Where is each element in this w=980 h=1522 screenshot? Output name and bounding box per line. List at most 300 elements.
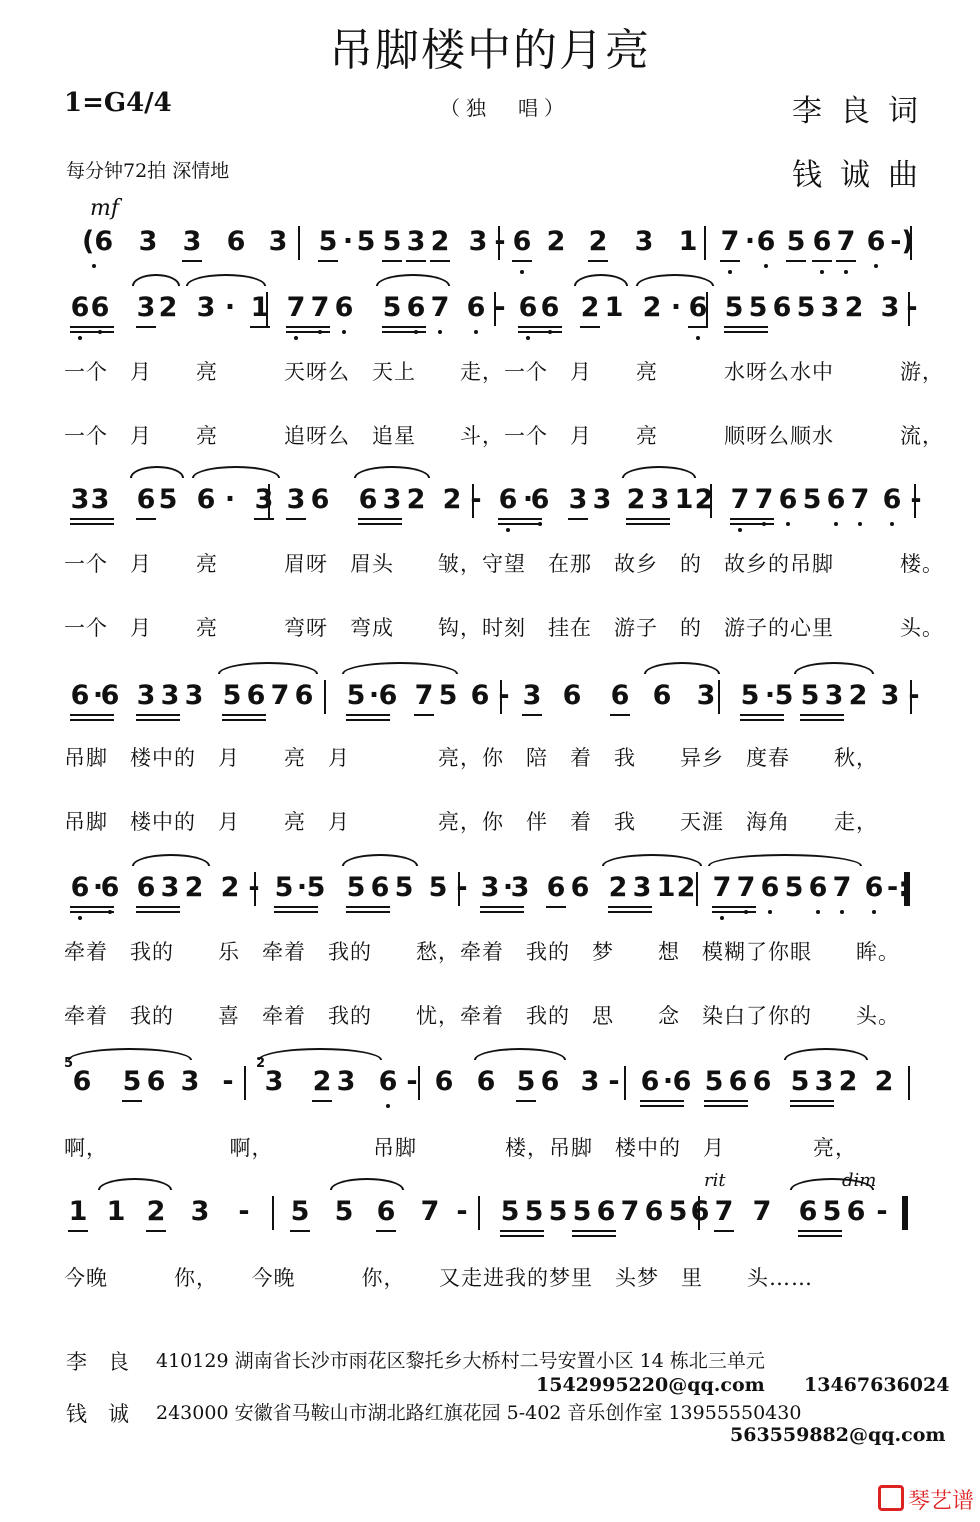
underline [222,719,266,721]
note: 3 [880,680,900,711]
underline [704,1105,748,1107]
octave-dot [414,330,418,334]
octave-dot [840,910,844,914]
note: 2 [580,292,600,323]
barline [418,1066,420,1100]
note: 5 [222,680,242,711]
octave-dot [108,910,112,914]
note: 3 [632,872,652,903]
barline [910,226,912,260]
lyric-line: 牵着 我的 乐 牵着 我的 愁，牵着 我的 梦 想 模糊了你眼 眸。 [64,940,900,964]
note: 2 [184,872,204,903]
underline [798,1235,842,1237]
underline [136,326,156,328]
note: 7 [310,292,330,323]
note: 6 [672,1066,692,1097]
octave-dot [744,910,748,914]
underline [254,518,274,520]
note: 2 [546,226,566,257]
barline [914,484,916,518]
note: 6 [72,1066,92,1097]
barline [298,226,300,260]
score-line-1 [58,222,938,266]
slur-arc [784,1048,868,1060]
note: - [248,872,260,903]
page-title: 吊脚楼中的月亮 [329,25,651,76]
note: 3 [406,226,426,257]
underline [312,1100,332,1102]
lyric-line: 吊脚 楼中的 月 亮 月 亮，你 伴 着 我 天涯 海角 走， [64,810,878,834]
note: 6 [640,1066,660,1097]
note: 6 [498,484,518,515]
octave-dot [696,336,700,340]
note: 6 [310,484,330,515]
underline [286,518,306,520]
note: 5 [822,1196,842,1227]
note: · [670,292,682,323]
slur-arc [644,662,720,674]
note: 6 [406,292,426,323]
underline [498,523,542,525]
underline [346,719,390,721]
barline [706,292,708,326]
underline [70,719,114,721]
slur-arc [474,1048,566,1060]
slur-arc [794,662,874,674]
barline [910,680,912,714]
octave-dot [474,330,478,334]
note: 6 [610,680,630,711]
note: 5 [572,1196,592,1227]
note: · [764,680,776,711]
note: (6 [82,226,114,257]
logo-icon [878,1485,904,1511]
underline [136,719,180,721]
slur-arc [186,274,266,286]
octave-dot [526,336,530,340]
slur-arc [330,1178,404,1190]
octave-dot [872,910,876,914]
underline [414,714,434,716]
underline [812,260,832,262]
barline [908,1066,910,1100]
note: - [494,226,506,257]
underline [588,260,608,262]
note: · [92,680,104,711]
underline [740,719,784,721]
octave-dot [98,330,102,334]
underline [790,1105,834,1107]
note: 7 [714,1196,734,1227]
note: 5 [724,292,744,323]
note: 5 [548,1196,568,1227]
note: · [92,872,104,903]
note: 7 [754,484,774,515]
note: 7 [286,292,306,323]
note: 7 [836,226,856,257]
underline [70,331,114,333]
underline [608,911,652,913]
note: 5 [306,872,326,903]
note: 2 [626,484,646,515]
score-line-3 [58,480,938,524]
underline [516,1100,536,1102]
slur-arc [218,662,318,674]
underline [572,1235,616,1237]
octave-dot [318,330,322,334]
note: 6 [570,872,590,903]
underline [290,1230,310,1232]
note: - [910,484,922,515]
barline [500,680,502,714]
note: 5 [784,872,804,903]
underline [786,260,806,262]
octave-dot [386,1104,390,1108]
note: 7 [730,484,750,515]
lyric-line: 今晚 你， 今晚 你， 又走进我的梦里 头梦 里 头…… [64,1266,813,1290]
underline [274,911,318,913]
octave-dot [786,522,790,526]
note: 2 [642,292,662,323]
rit-marking: rit [704,1170,726,1191]
slur-arc [342,662,458,674]
note: 3 [160,872,180,903]
note: 6 [778,484,798,515]
underline [122,1100,142,1102]
note: 1 [674,484,694,515]
contact-address: 243000 安徽省马鞍山市湖北路红旗花园 5-402 音乐创作室 13955550430 [156,1402,802,1424]
note: 6 [434,1066,454,1097]
performance-mode: （独 唱） [440,96,570,120]
note: · [522,484,534,515]
lyric-line: 一个 月 亮 天呀么 天上 走，一个 月 亮 水呀么水中 游， [64,360,944,384]
final-barline [904,872,910,906]
note: 3 [196,292,216,323]
octave-dot [816,910,820,914]
underline [512,260,532,262]
note: 6 [752,1066,772,1097]
underline [714,1230,734,1232]
barline [624,1066,626,1100]
note: 7 [712,872,732,903]
note: 6 [378,1066,398,1097]
note: 2 [676,872,696,903]
underline [480,911,524,913]
note: 5 [334,1196,354,1227]
note: 7 [720,226,740,257]
octave-dot [858,522,862,526]
note: 5 [438,680,458,711]
note: 6 [866,226,886,257]
contact-name: 李 良 [66,1350,129,1374]
note: - [876,1196,888,1227]
note: 3 [568,484,588,515]
slur-arc [636,274,714,286]
barline [324,680,326,714]
score-line-4 [58,676,938,720]
note: 7 [736,872,756,903]
note: 6 [376,1196,396,1227]
note: - [908,680,920,711]
note: 5 [774,680,794,711]
contact-phone: 13467636024 [804,1374,950,1396]
octave-dot [764,264,768,268]
octave-dot [720,916,724,920]
note: 6 [294,680,314,711]
barline [478,1196,480,1230]
note: 3 [254,484,274,515]
note: 5 [740,680,760,711]
underline [720,260,740,262]
barline [498,226,500,260]
note: - [470,484,482,515]
note: 6 [100,680,120,711]
barline [266,292,268,326]
note: 7 [832,872,852,903]
note: 3 [182,226,202,257]
lyric-line: 吊脚 楼中的 月 亮 月 亮，你 陪 着 我 异乡 度春 秋， [64,746,878,770]
note: · [224,292,236,323]
underline [800,719,844,721]
contact-email: 1542995220@qq.com [536,1374,765,1396]
tempo-marking: 每分钟72拍 深情地 [66,160,230,182]
note: 3 [184,680,204,711]
note: -: [886,872,909,903]
note: - [222,1066,234,1097]
note: 2 [430,226,450,257]
slur-arc [258,1048,382,1060]
note: 6 [546,872,566,903]
note: 2 [146,1196,166,1227]
note: · [502,872,514,903]
note: 5 [524,1196,544,1227]
key-signature: 1=G4/4 [64,88,172,118]
slur-arc [708,854,862,866]
note: 6 [530,484,550,515]
note: 6 [652,680,672,711]
underline [640,1105,684,1107]
note: 5 [274,872,294,903]
note: 2 [844,292,864,323]
note: - [238,1196,250,1227]
underline [518,331,562,333]
underline [286,331,330,333]
note: 5 [122,1066,142,1097]
slur-arc [602,854,702,866]
underline [730,523,774,525]
note: 3 [480,872,500,903]
note: · [342,226,354,257]
octave-dot [548,330,552,334]
lyric-line: 一个 月 亮 弯呀 弯成 钩，时刻 挂在 游子 的 游子的心里 头。 [64,616,944,640]
octave-dot [820,270,824,274]
note: 3 [264,1066,284,1097]
octave-dot [844,270,848,274]
note: 7 [420,1196,440,1227]
note: 7 [430,292,450,323]
final-barline [902,1196,908,1230]
note: 5 [796,292,816,323]
note: · [744,226,756,257]
lyricist-credit: 李良词 [792,94,936,129]
note: 5 [158,484,178,515]
note: · [296,872,308,903]
underline [318,260,338,262]
lyric-line: 一个 月 亮 追呀么 追星 斗，一个 月 亮 顺呀么顺水 流， [64,424,944,448]
note: - [494,292,506,323]
octave-dot [92,264,96,268]
note: 5 [382,226,402,257]
note: 3 [880,292,900,323]
note: 6 [100,872,120,903]
dim-marking: dim [842,1170,877,1191]
barline [272,1196,274,1230]
barline [268,484,270,518]
note: 6 [196,484,216,515]
note: 6 [728,1066,748,1097]
octave-dot [520,270,524,274]
note: 3 [468,226,488,257]
note: 6 [476,1066,496,1097]
note: 6 [466,292,486,323]
note: 5 [786,226,806,257]
underline [68,1230,88,1232]
note: 3 [268,226,288,257]
note: 5 [346,872,366,903]
underline [610,714,630,716]
score-line-7 [58,1192,938,1236]
note: 5 [290,1196,310,1227]
note: 6 [596,1196,616,1227]
contact-name: 钱 诚 [66,1402,129,1426]
note: 1 [656,872,676,903]
note: 3 [580,1066,600,1097]
underline [546,906,566,908]
note: 2 [406,484,426,515]
note: - [456,1196,468,1227]
barline [710,484,712,518]
underline [382,260,402,262]
barline [696,872,698,906]
slur-arc [376,274,450,286]
score-line-5 [58,868,938,912]
note: 6 [756,226,776,257]
note: 3 [382,484,402,515]
barline [704,226,706,260]
note: 5 [356,226,376,257]
note: 5 [382,292,402,323]
note: 3 [70,484,90,515]
note: 7 [270,680,290,711]
note: 6 [136,484,156,515]
octave-dot [890,522,894,526]
barline [908,292,910,326]
note: 3 [522,680,542,711]
note: 2 [158,292,178,323]
note: 6 [812,226,832,257]
note: 2 [874,1066,894,1097]
note: - [608,1066,620,1097]
octave-dot [738,528,742,532]
note: 6 [470,680,490,711]
note: 3 [138,226,158,257]
octave-dot [834,522,838,526]
note: -) [890,226,914,257]
note: 3 [634,226,654,257]
underline [406,260,426,262]
note: 3 [510,872,530,903]
note: 3 [592,484,612,515]
underline [136,911,180,913]
note: 6 [70,680,90,711]
barline [254,872,256,906]
note: 3 [136,292,156,323]
note: 2 [220,872,240,903]
note: 6 [70,292,90,323]
note: 1 [604,292,624,323]
note: 6 [540,1066,560,1097]
slur-arc [342,854,418,866]
note: 7 [620,1196,640,1227]
underline [712,911,756,913]
note: 5 [516,1066,536,1097]
underline [382,331,426,333]
note: · [224,484,236,515]
note: 1 [678,226,698,257]
underline [626,523,670,525]
slur-arc [192,466,280,478]
note: 6 [226,226,246,257]
note: 1 [68,1196,88,1227]
note: 2 [694,484,714,515]
barline [244,1066,246,1100]
note: 5 [800,680,820,711]
slur-arc [132,274,180,286]
note: 6 [70,872,90,903]
note: 5 [704,1066,724,1097]
note: 5 [318,226,338,257]
note: 5 [668,1196,688,1227]
note: 6 [826,484,846,515]
contact-email: 563559882@qq.com [730,1424,946,1446]
octave-dot [768,910,772,914]
note: 6 [798,1196,818,1227]
note: 2 [608,872,628,903]
octave-dot [438,330,442,334]
note: 6 [846,1196,866,1227]
underline [522,714,542,716]
underline [146,1230,166,1232]
note: 6 [760,872,780,903]
note: 5 [790,1066,810,1097]
note: · [368,680,380,711]
note: 2 [588,226,608,257]
note: 6 [688,292,708,323]
note: 1 [250,292,270,323]
contact-address: 410129 湖南省长沙市雨花区黎托乡大桥村二号安置小区 14 栋北三单元 [156,1350,765,1372]
barline [458,872,460,906]
note: 6 [334,292,354,323]
score-line-2 [58,288,938,332]
note: 7 [414,680,434,711]
underline [568,518,588,520]
note: 6 [518,292,538,323]
underline [70,523,114,525]
note: 6 [90,292,110,323]
note: 3 [286,484,306,515]
watermark-logo [878,1484,974,1515]
note: 6 [378,680,398,711]
